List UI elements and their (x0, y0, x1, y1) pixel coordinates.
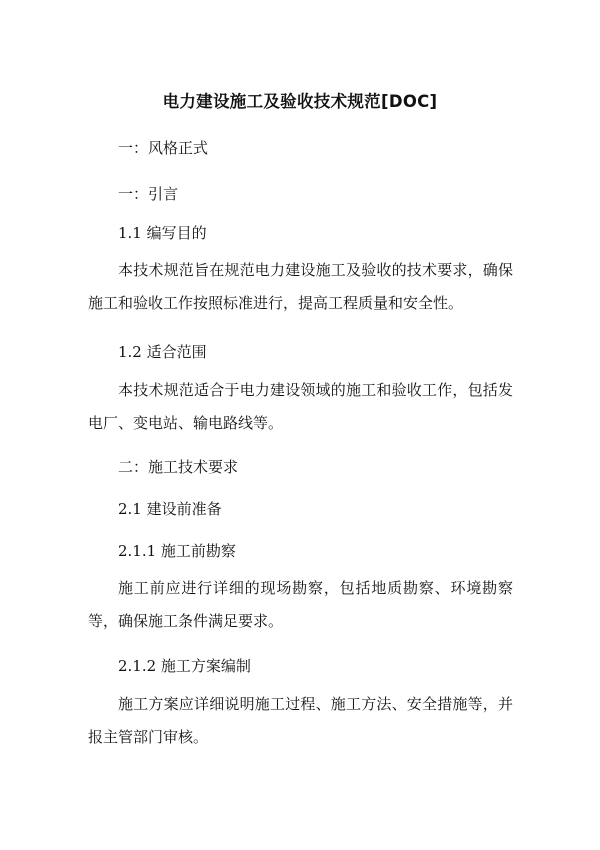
document-title: 电力建设施工及验收技术规范[DOC] (162, 92, 438, 111)
heading-2-1-1-survey: 2.1.1 施工前勘察 (118, 542, 236, 560)
paragraph-purpose: 本技术规范旨在规范电力建设施工及验收的技术要求，确保施工和验收工作按照标准进行，提高工程质量和安全性。 (88, 261, 513, 312)
heading-2-1-2-plan: 2.1.2 施工方案编制 (118, 657, 251, 675)
paragraph-survey: 施工前应进行详细的现场勘察，包括地质勘察、环境勘察等，确保施工条件满足要求。 (88, 579, 513, 630)
heading-introduction: 一：引言 (118, 185, 179, 203)
heading-2-1-preparation: 2.1 建设前准备 (118, 500, 222, 518)
heading-1-1-purpose: 1.1 编写目的 (118, 224, 207, 242)
paragraph-scope: 本技术规范适合于电力建设领域的施工和验收工作，包括发电厂、变电站、输电路线等。 (88, 381, 513, 432)
heading-style: 一：风格正式 (118, 139, 209, 157)
heading-1-2-scope: 1.2 适合范围 (118, 343, 207, 361)
heading-construction-requirements: 二：施工技术要求 (118, 458, 239, 476)
paragraph-plan: 施工方案应详细说明施工过程、施工方法、安全措施等，并报主管部门审核。 (88, 695, 513, 746)
